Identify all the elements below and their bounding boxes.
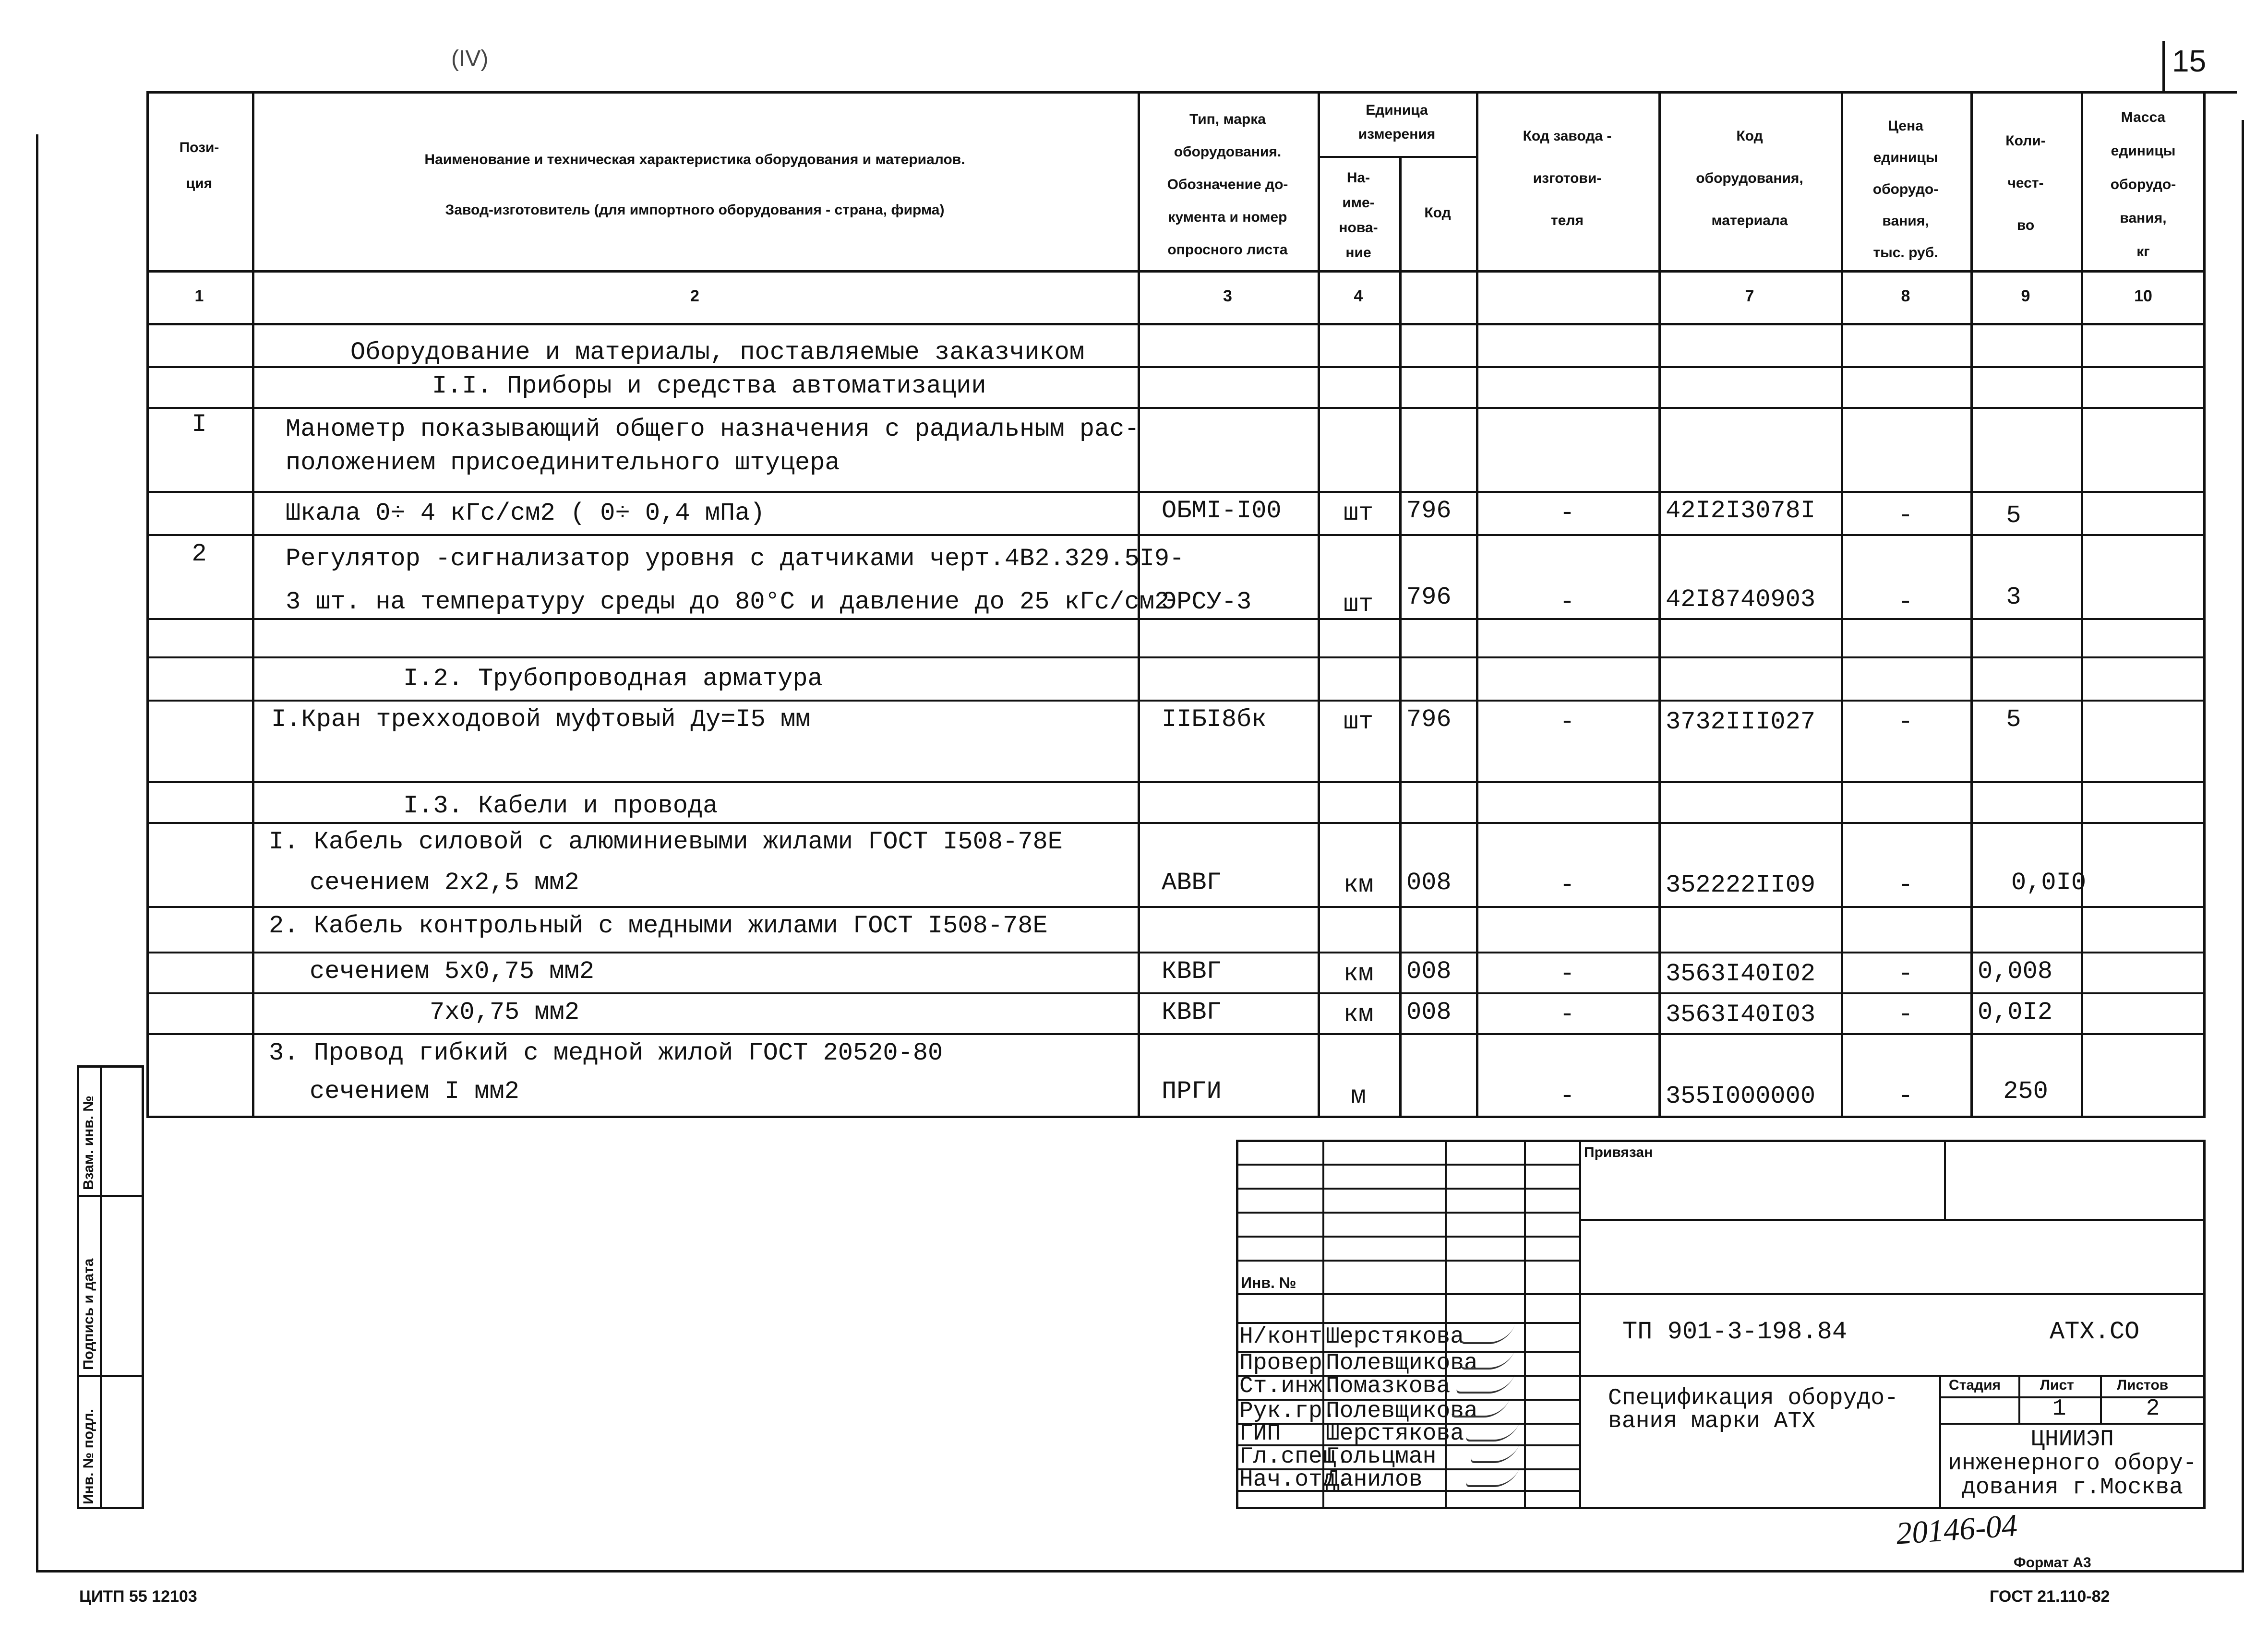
row-sep bbox=[146, 1033, 2206, 1035]
row-unit: км bbox=[1343, 1001, 1374, 1029]
colnum-10: 10 bbox=[2134, 287, 2152, 305]
header-col8: Цена единицы оборудо- вания, тыс. руб. bbox=[1872, 118, 1939, 261]
tb-line bbox=[1236, 1212, 1579, 1214]
tb-line bbox=[1236, 1164, 1579, 1166]
row-qty: 5 bbox=[2006, 705, 2021, 734]
row-sep bbox=[146, 618, 2206, 620]
side-label-vzam: Взам. инв. № bbox=[81, 1096, 96, 1190]
tb-sheets: 2 bbox=[2146, 1396, 2160, 1422]
tb-line bbox=[1236, 1236, 1579, 1238]
row-code: 008 bbox=[1406, 957, 1452, 986]
header-col1: Пози- ция bbox=[179, 140, 219, 191]
tb-title: Спецификация оборудо- вания марки АТХ bbox=[1608, 1385, 1898, 1434]
colnum-4: 4 bbox=[1354, 287, 1363, 305]
row-name: Оборудование и материалы, поставляемые заказчиком bbox=[350, 338, 1085, 367]
row-sep bbox=[146, 906, 2206, 908]
row-plant: - bbox=[1560, 960, 1575, 988]
row-name: 3. Провод гибкий с медной жилой ГОСТ 20520-80 bbox=[269, 1039, 943, 1067]
col-divider-1 bbox=[252, 91, 254, 1118]
colnum-7: 7 bbox=[1745, 287, 1754, 305]
row-price: - bbox=[1898, 960, 1913, 988]
tb-sheets-label: Листов bbox=[2117, 1377, 2169, 1393]
row-pos: I bbox=[192, 410, 207, 439]
row-name: I. Кабель силовой с алюминиевыми жилами ГОСТ I508-78Е bbox=[269, 828, 1063, 856]
tb-line bbox=[1236, 1260, 1579, 1262]
row-price: - bbox=[1898, 588, 1913, 616]
tb-mark: АТХ.СО bbox=[2050, 1318, 2140, 1346]
row-name: 2. Кабель контрольный с медными жилами ГОСТ I508-78Е bbox=[269, 912, 1048, 940]
side-stamp-sep bbox=[77, 1375, 144, 1377]
row-sep bbox=[146, 822, 2206, 824]
row-type: ОБМI-I00 bbox=[1162, 497, 1282, 525]
header-col6: Код завода - изготови- теля bbox=[1523, 128, 1612, 228]
tb-line bbox=[1236, 1188, 1579, 1190]
row-price: - bbox=[1898, 708, 1913, 736]
colnum-8: 8 bbox=[1901, 287, 1910, 305]
row-name: I.2. Трубопроводная арматура bbox=[403, 665, 823, 693]
header-col7: Код оборудования, материала bbox=[1696, 128, 1803, 228]
row-code: 796 bbox=[1406, 705, 1452, 734]
header-col4a: На- име- нова- ние bbox=[1339, 170, 1378, 261]
row-unit: км bbox=[1343, 871, 1374, 899]
header-col2: Наименование и техническая характеристика оборудования и материалов. Завод-изготовитель (для импортного оборудования - страна, фирма) bbox=[424, 152, 965, 218]
row-equip: 42I2I3078I bbox=[1666, 497, 1816, 525]
row-name: сечением 2х2,5 мм2 bbox=[310, 869, 579, 897]
tb-line bbox=[1579, 1375, 2206, 1377]
row-name: I.3. Кабели и провода bbox=[403, 792, 718, 820]
row-plant: - bbox=[1560, 588, 1575, 616]
top-mark: (IV) bbox=[451, 46, 489, 71]
tb-person: Полевщикова bbox=[1326, 1350, 1478, 1376]
row-pos: 2 bbox=[192, 540, 207, 568]
row-equip: 3732III027 bbox=[1666, 708, 1816, 736]
tb-role: Рук.гр. bbox=[1239, 1398, 1336, 1424]
row-unit: шт bbox=[1343, 590, 1374, 619]
tb-stage-label: Стадия bbox=[1949, 1377, 2001, 1393]
row-unit: км bbox=[1343, 960, 1374, 988]
row-plant: - bbox=[1560, 1082, 1575, 1110]
side-stamp-divider bbox=[100, 1065, 102, 1509]
row-equip: 355I000000 bbox=[1666, 1082, 1816, 1110]
row-name: 3 шт. на температуру среды до 80°С и давление до 25 кГс/см2 bbox=[286, 588, 1170, 616]
tb-role: Н/конт bbox=[1239, 1324, 1322, 1350]
tb-privyazan: Привязан bbox=[1584, 1144, 1653, 1160]
tb-org: ЦНИИЭП инженерного обору- дования г.Москва bbox=[1948, 1427, 2197, 1501]
row-name: 7х0,75 мм2 bbox=[430, 998, 580, 1026]
tb-role: Ст.инж. bbox=[1239, 1373, 1336, 1399]
header-bottom-line bbox=[146, 270, 2206, 273]
row-sep bbox=[146, 491, 2206, 493]
colnum-2: 2 bbox=[690, 287, 699, 305]
outer-frame-bottom bbox=[36, 1570, 2244, 1573]
row-name: сечением 5х0,75 мм2 bbox=[310, 957, 594, 986]
side-label-inv: Инв. № подл. bbox=[81, 1408, 96, 1504]
col-divider-6 bbox=[1658, 91, 1661, 1118]
tb-role: Нач.отд. bbox=[1239, 1467, 1350, 1493]
row-plant: - bbox=[1560, 499, 1575, 527]
row-type: ЭРСУ-3 bbox=[1162, 588, 1252, 616]
unit-subheader-line bbox=[1318, 156, 1476, 158]
row-type: КВВГ bbox=[1162, 998, 1222, 1026]
header-col9: Коли- чест- во bbox=[2005, 133, 2046, 233]
row-equip: 3563I40I02 bbox=[1666, 960, 1816, 988]
row-type: IIБI8бк bbox=[1162, 705, 1267, 734]
row-type: ПРГИ bbox=[1162, 1077, 1222, 1106]
row-qty: 3 bbox=[2006, 583, 2021, 611]
tb-person: Помазкова bbox=[1326, 1373, 1451, 1399]
sheet-number: 15 bbox=[2172, 44, 2207, 78]
row-sep bbox=[146, 992, 2206, 994]
outer-frame-right bbox=[2242, 120, 2244, 1572]
side-label-podpis: Подпись и дата bbox=[81, 1258, 96, 1370]
row-plant: - bbox=[1560, 708, 1575, 736]
row-price: - bbox=[1898, 1001, 1913, 1029]
row-sep bbox=[146, 781, 2206, 783]
row-qty: 5 bbox=[2006, 501, 2021, 530]
row-type: АВВГ bbox=[1162, 869, 1222, 897]
tb-line bbox=[1579, 1293, 2206, 1295]
footer-code: ЦИТП 55 12103 bbox=[79, 1587, 197, 1606]
tb-role: Гл.спец. bbox=[1239, 1444, 1350, 1470]
format-label: Формат А3 bbox=[2014, 1555, 2091, 1571]
header-col10: Масса единицы оборудо- вания, кг bbox=[2110, 109, 2176, 260]
row-unit: м bbox=[1351, 1082, 1366, 1110]
tb-person: Данилов bbox=[1326, 1467, 1423, 1493]
tb-role: Провер bbox=[1239, 1350, 1322, 1376]
row-type: КВВГ bbox=[1162, 957, 1222, 986]
row-unit: шт bbox=[1343, 708, 1374, 736]
colnum-9: 9 bbox=[2021, 287, 2030, 305]
tb-person: Полевщикова bbox=[1326, 1398, 1478, 1424]
footer-gost: ГОСТ 21.110-82 bbox=[1990, 1587, 2110, 1606]
row-equip: 3563I40I03 bbox=[1666, 1001, 1816, 1029]
row-sep bbox=[146, 952, 2206, 953]
row-code: 008 bbox=[1406, 998, 1452, 1026]
row-equip: 352222II09 bbox=[1666, 871, 1816, 899]
row-plant: - bbox=[1560, 1001, 1575, 1029]
row-plant: - bbox=[1560, 871, 1575, 899]
row-price: - bbox=[1898, 1082, 1913, 1110]
col-divider-4 bbox=[1399, 156, 1402, 1118]
header-col4-group: Единица измерения bbox=[1358, 102, 1436, 142]
tb-person: Шерстякова bbox=[1326, 1421, 1464, 1447]
row-qty: 0,008 bbox=[1978, 957, 2053, 986]
row-price: - bbox=[1898, 871, 1913, 899]
row-name: Шкала 0÷ 4 кГс/см2 ( 0÷ 0,4 мПа) bbox=[286, 499, 765, 527]
tb-person: Шерстякова bbox=[1326, 1324, 1464, 1350]
row-sep bbox=[146, 656, 2206, 658]
row-code: 796 bbox=[1406, 583, 1452, 611]
tb-line bbox=[1579, 1219, 2206, 1221]
colnum-3: 3 bbox=[1223, 287, 1232, 305]
row-sep bbox=[146, 534, 2206, 536]
row-name: Манометр показывающий общего назначения с радиальным рас- bbox=[286, 415, 1140, 443]
row-price: - bbox=[1898, 501, 1913, 530]
tb-role: ГИП bbox=[1239, 1421, 1281, 1447]
tb-line bbox=[1939, 1423, 2206, 1425]
header-col4b: Код bbox=[1424, 205, 1451, 221]
handwritten-number: 20146-04 bbox=[1895, 1508, 2019, 1551]
tb-divider bbox=[1579, 1140, 1581, 1509]
row-equip: 42I8740903 bbox=[1666, 585, 1816, 614]
row-code: 796 bbox=[1406, 497, 1452, 525]
row-qty: 250 bbox=[2003, 1077, 2048, 1106]
row-name: I.Кран трехходовой муфтовый Ду=I5 мм bbox=[271, 705, 811, 734]
tb-divider bbox=[1944, 1140, 1946, 1219]
row-qty: 0,0I0 bbox=[2011, 869, 2087, 897]
row-code: 008 bbox=[1406, 869, 1452, 897]
tb-divider bbox=[1524, 1140, 1526, 1509]
side-stamp-sep bbox=[77, 1195, 144, 1197]
row-sep bbox=[146, 700, 2206, 702]
numbers-bottom-line bbox=[146, 323, 2206, 325]
tb-sheet: 1 bbox=[2052, 1396, 2066, 1422]
row-name: сечением I мм2 bbox=[310, 1077, 519, 1106]
row-name: положением присоединительного штуцера bbox=[286, 449, 840, 477]
tb-designation: ТП 901-3-198.84 bbox=[1622, 1318, 1848, 1346]
tb-person: Гольцман bbox=[1326, 1444, 1437, 1470]
tb-line bbox=[1236, 1293, 1579, 1295]
row-qty: 0,0I2 bbox=[1978, 998, 2053, 1026]
row-name: Регулятор -сигнализатор уровня с датчиками черт.4В2.329.5I9- bbox=[286, 545, 1185, 573]
row-sep bbox=[146, 407, 2206, 409]
tb-sheet-label: Лист bbox=[2040, 1377, 2074, 1393]
row-unit: шт bbox=[1343, 499, 1374, 527]
header-col3: Тип, марка оборудования. Обозначение до- кумента и номер опросного листа bbox=[1167, 111, 1288, 258]
tb-inv-no: Инв. № bbox=[1241, 1274, 1296, 1291]
colnum-1: 1 bbox=[194, 287, 204, 305]
outer-frame-left bbox=[36, 134, 38, 1572]
row-name: I.I. Приборы и средства автоматизации bbox=[432, 372, 986, 400]
